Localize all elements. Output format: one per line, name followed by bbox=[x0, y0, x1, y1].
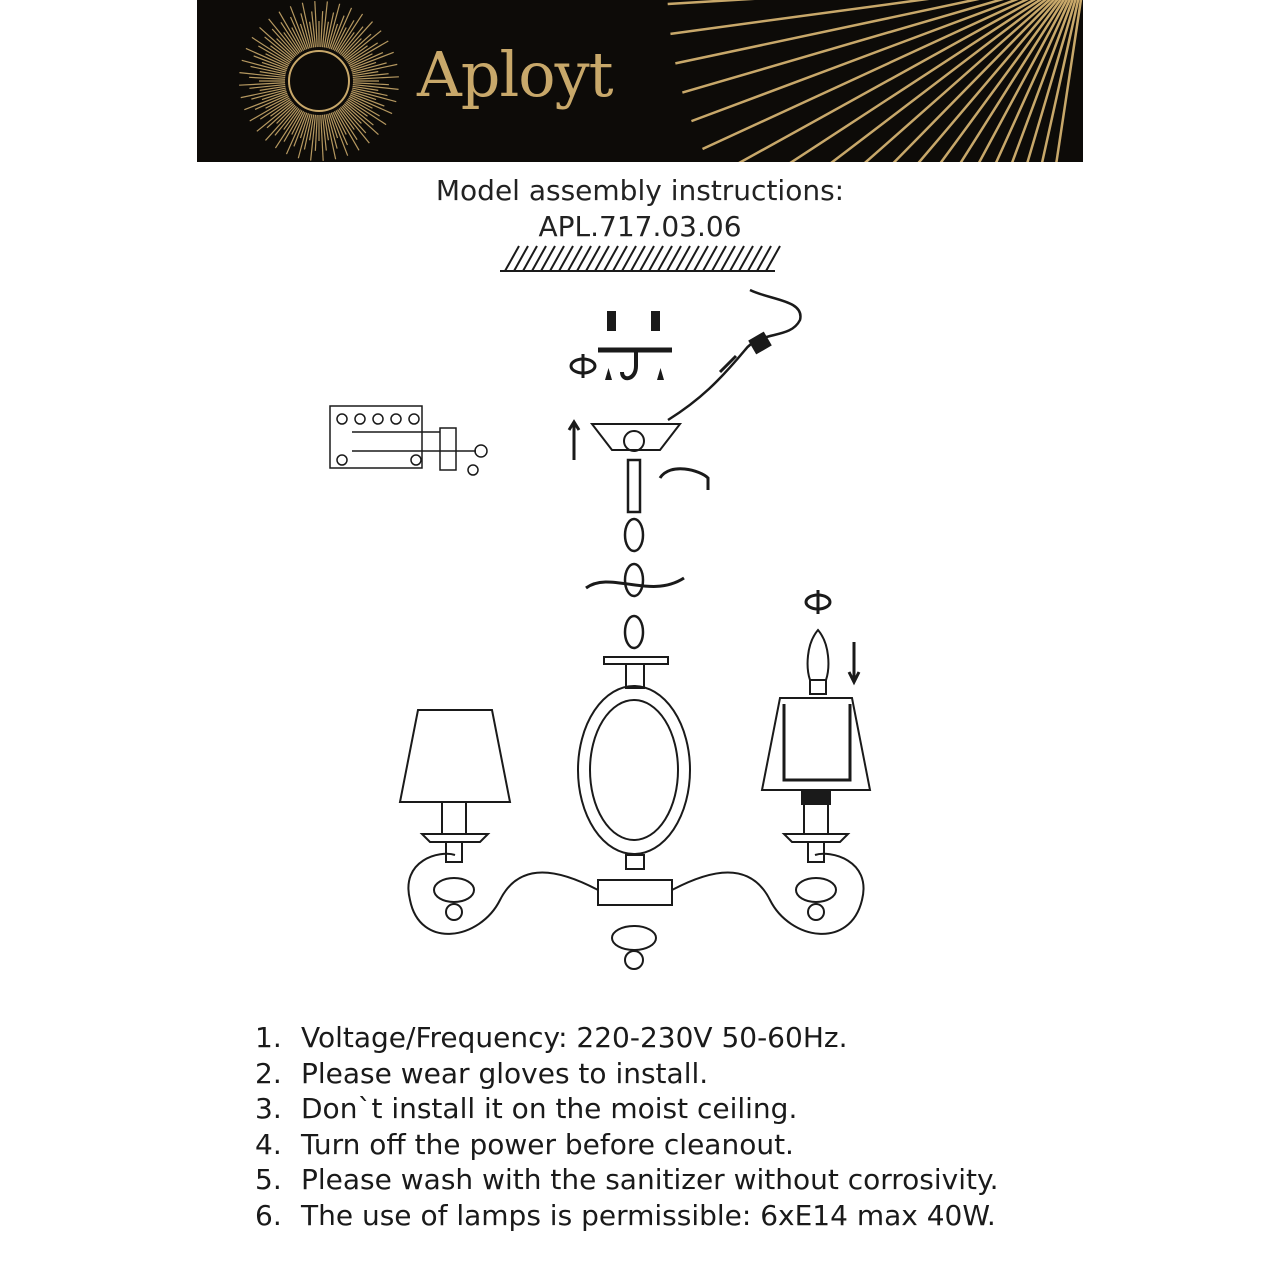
hook-icon bbox=[622, 350, 636, 378]
bulb-icon bbox=[808, 630, 829, 694]
terminal-block-icon bbox=[330, 406, 487, 475]
list-item: 3. Don`t install it on the moist ceiling. bbox=[255, 1092, 798, 1125]
page-title: Model assembly instructions: bbox=[435, 174, 845, 207]
rotate-icon bbox=[806, 590, 830, 614]
list-item: 6. The use of lamps is permissible: 6xE14 max 40W. bbox=[255, 1198, 996, 1232]
lamp-shade-icon bbox=[400, 710, 510, 920]
list-item: 1. Voltage/Frequency: 220-230V 50-60Hz. bbox=[255, 1021, 848, 1054]
ceiling-hatch-icon bbox=[500, 246, 780, 271]
brand-logo: Aployt bbox=[417, 38, 613, 111]
model-number: APL.717.03.06 bbox=[538, 210, 742, 243]
chain-icon bbox=[586, 460, 684, 648]
arrow-icon bbox=[849, 642, 859, 682]
lamp-shade-icon bbox=[762, 698, 870, 920]
chandelier-body bbox=[408, 657, 863, 969]
instructions-list bbox=[255, 1020, 998, 1233]
rotate-icon bbox=[660, 469, 708, 490]
canopy bbox=[592, 424, 680, 451]
mounting-bracket-icon bbox=[598, 312, 672, 350]
list-item: 4. Turn off the power before cleanout. bbox=[255, 1127, 794, 1161]
list-item: 5. Please wash with the sanitizer without corrosivity. bbox=[255, 1163, 999, 1196]
rotate-icon bbox=[571, 354, 595, 378]
wire-connector-icon bbox=[668, 290, 800, 420]
list-item: 2. Please wear gloves to install. bbox=[255, 1056, 709, 1090]
